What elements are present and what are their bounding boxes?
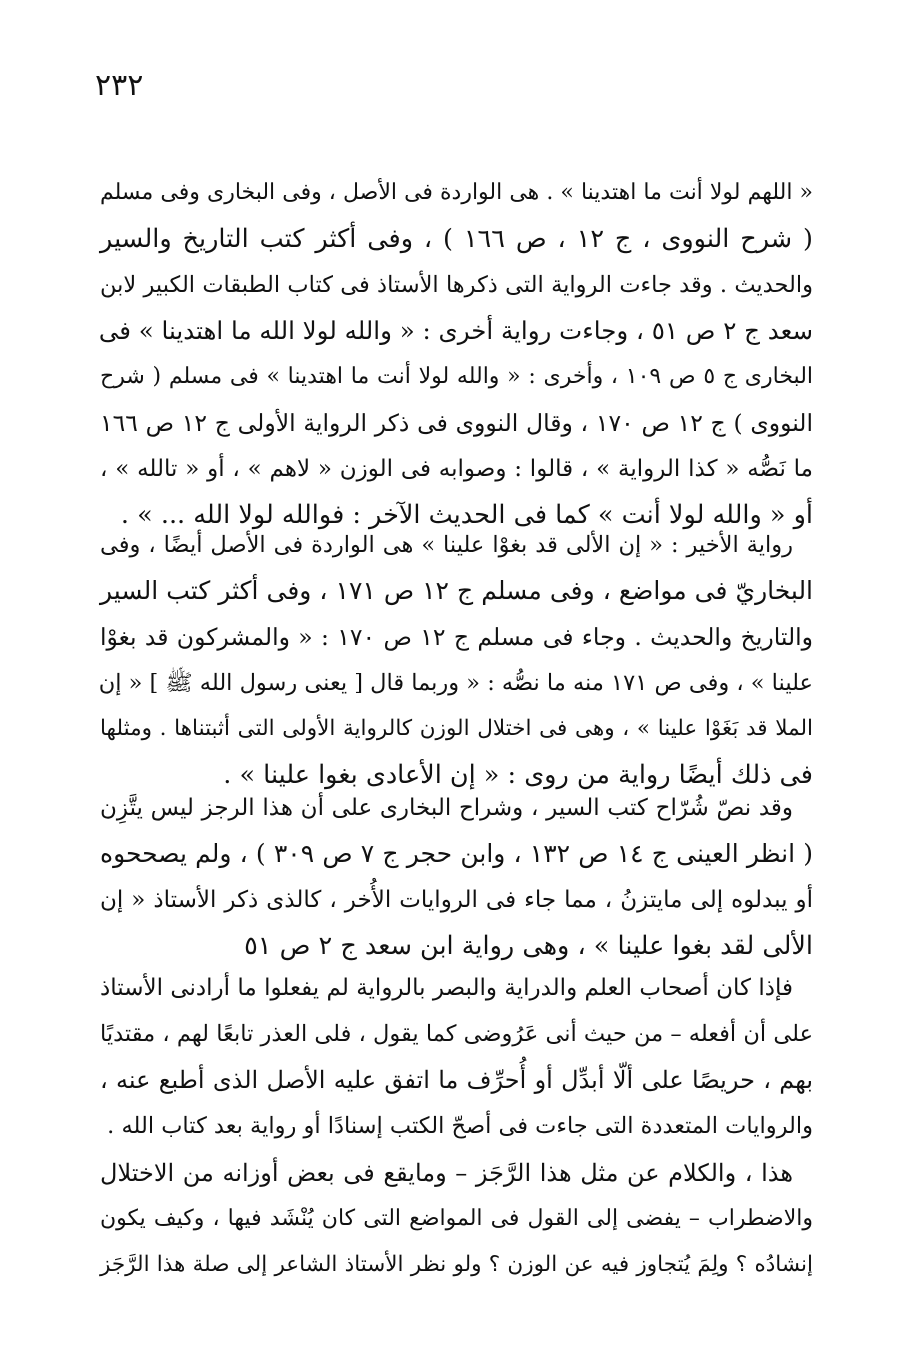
paragraph-1 [100,170,813,538]
text-line: والحديث . وقد جاءت الرواية التى ذكرها الأستاذ فى كتاب الطبقات الكبير لابن [100,272,813,298]
text-line: أو « والله لولا أنت » كما فى الحديث الآخر : فوالله لولا الله ... » . [120,500,813,530]
text-line: البخارى ج ٥ ص ١٠٩ ، وأخرى : « والله لولا أنت ما اهتدينا » فى مسلم ( شرح [100,364,814,389]
text-line: ما نَصُّه « كذا الرواية » ، قالوا : وصوابه فى الوزن « لاهم » ، أو « تالله » ، [100,456,813,482]
text-line: أو يبدلوه إلى مايتزنُ ، مما جاء فى الروايات الأُخر ، كالذى ذكر الأستاذ « إن [100,887,813,913]
text-line: البخاريّ فى مواضع ، وفى مسلم ج ١٢ ص ١٧١ ، وفى أكثر كتب السير [100,576,814,605]
text-line: علينا » ، وفى ص ١٧١ منه ما نصُّه : « وربما قال [ يعنى رسول الله ﷺ ] « إن [98,670,813,696]
text-line: فإذا كان أصحاب العلم والدراية والبصر بالرواية لم يفعلوا ما أرادنى الأستاذ [100,975,793,1001]
paragraph-5 [100,1150,813,1288]
text-line: هذا ، والكلام عن مثل هذا الرَّجَز – ومايقع فى بعض أوزانه من الاختلال [100,1159,793,1187]
text-line: على أن أفعله – من حيث أنى عَرُوضى كما يقول ، فلى العذر تابعًا لهم ، مقتديًا [100,1021,813,1047]
text-line: سعد ج ٢ ص ٥١ ، وجاءت رواية أخرى : « والله لولا الله ما اهتدينا » فى [98,316,813,345]
text-line: والتاريخ والحديث . وجاء فى مسلم ج ١٢ ص ١٧٠ : « والمشركون قد بغوْا [100,623,813,651]
text-line: ( شرح النووى ، ج ١٢ ، ص ١٦٦ ) ، وفى أكثر كتب التاريخ والسير [100,224,813,254]
paragraph-2 [100,522,813,798]
text-line: الألى لقد بغوا علينا » ، وهى رواية ابن سعد ج ٢ ص ٥١ [244,931,813,961]
paragraph-4 [100,965,813,1149]
text-line: إنشادُه ؟ ولِمَ يُتجاوز فيه عن الوزن ؟ ولو نظر الأستاذ الشاعر إلى صلة هذا الرَّجَز [100,1252,813,1277]
text-line: والاضطراب – يفضى إلى القول فى المواضع التى كان يُنْشَد فيها ، وكيف يكون [100,1206,813,1231]
text-line: وقد نصّ شُرّاح كتب السير ، وشراح البخارى على أن هذا الرجز ليس يتَّزِن [100,795,793,821]
text-line: بهم ، حريصًا على ألّا أبدِّل أو أُحرِّف ما اتفق عليه الأصل الذى أطبع عنه ، [100,1066,813,1094]
text-line: ( انظر العينى ج ١٤ ص ١٣٢ ، وابن حجر ج ٧ ص ٣٠٩ ) ، ولم يصححوه [100,839,813,868]
text-line: والروايات المتعددة التى جاءت فى أصحّ الكتب إسنادًا أو رواية بعد كتاب الله . [107,1113,813,1139]
text-line: « اللهم لولا أنت ما اهتدينا » . هى الواردة فى الأصل ، وفى البخارى وفى مسلم [100,180,813,205]
text-line: فى ذلك أيضًا رواية من روى : « إن الأعادى بغوا علينا » . [223,760,813,790]
paragraph-3 [100,785,813,969]
text-line: الملا قد بَغَوْا علينا » ، وهى فى اختلال الوزن كالرواية الأولى التى أثبتناها . ومثلها [100,716,813,741]
page-number: ٢٣٢ [95,68,144,103]
text-line: النووى ) ج ١٢ ص ١٧٠ ، وقال النووى فى ذكر الرواية الأولى ج ١٢ ص ١٦٦ [100,409,813,437]
text-line: رواية الأخير : « إن الألى قد بغوْا علينا » هى الواردة فى الأصل أيضًا ، وفى [100,532,793,558]
